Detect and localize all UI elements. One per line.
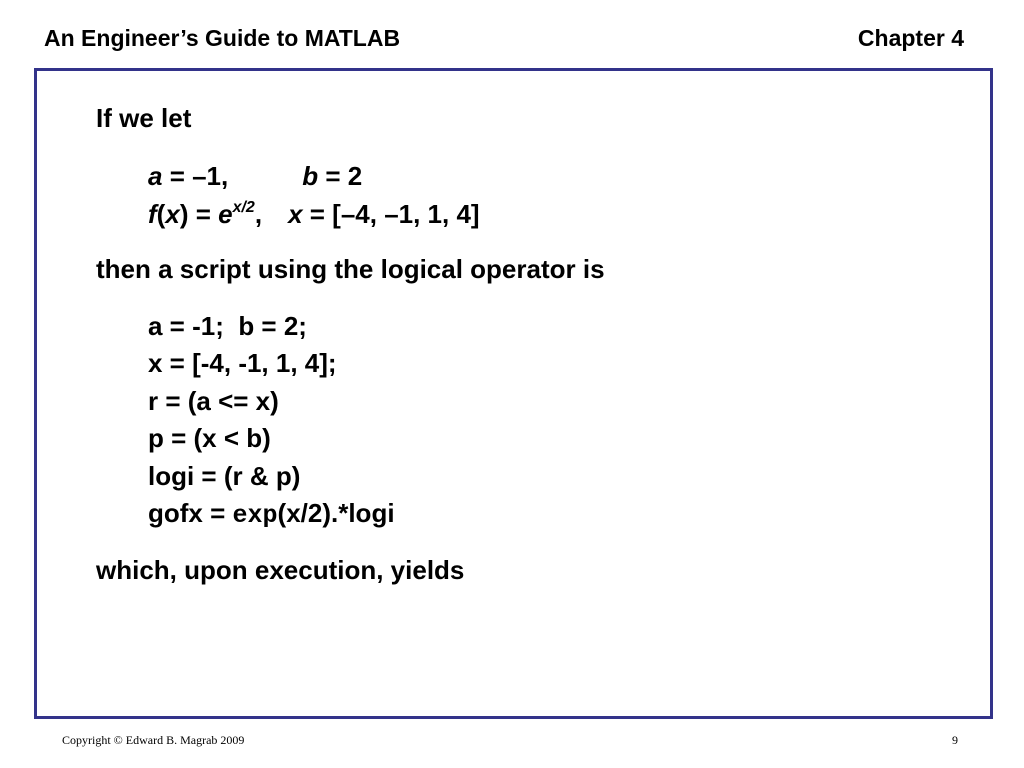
chapter-label: Chapter 4 <box>857 25 964 51</box>
code-line-2: x = [-4, -1, 1, 4]; <box>148 348 337 378</box>
code-line-3: r = (a <= x) <box>148 386 279 416</box>
math-comma: , <box>254 199 263 229</box>
copyright-notice: Copyright © Edward B. Magrab 2009 <box>62 733 245 747</box>
var-x: x <box>288 199 303 229</box>
math-line-function <box>148 198 480 230</box>
euler-e: e <box>218 199 233 229</box>
page-number: 9 <box>952 733 958 747</box>
exponent: x/2 <box>232 199 255 216</box>
intro-text: If we let <box>96 103 192 133</box>
exp-function: exp <box>232 501 278 530</box>
code-line-6-prefix: gofx = <box>148 498 233 528</box>
b-value: = 2 <box>318 161 363 191</box>
math-line-assignments <box>148 160 362 192</box>
code-line-6-suffix: (x/2).*logi <box>277 498 395 528</box>
middle-text: then a script using the logical operator is <box>96 254 605 284</box>
x-value: = [–4, –1, 1, 4] <box>302 199 480 229</box>
outro-text: which, upon execution, yields <box>96 555 465 585</box>
func-f: f <box>148 199 157 229</box>
code-line-1: a = -1; b = 2; <box>148 311 307 341</box>
code-line-5: logi = (r & p) <box>148 461 301 491</box>
func-arg-x: x <box>165 199 180 229</box>
var-b: b <box>302 161 319 191</box>
a-value: = –1, <box>162 161 229 191</box>
code-line-6 <box>148 497 395 532</box>
func-open-paren: ( <box>156 199 166 229</box>
func-equals: ) = <box>179 199 219 229</box>
header-title: An Engineer’s Guide to MATLAB <box>44 25 401 51</box>
code-line-4: p = (x < b) <box>148 423 271 453</box>
var-a: a <box>148 161 163 191</box>
